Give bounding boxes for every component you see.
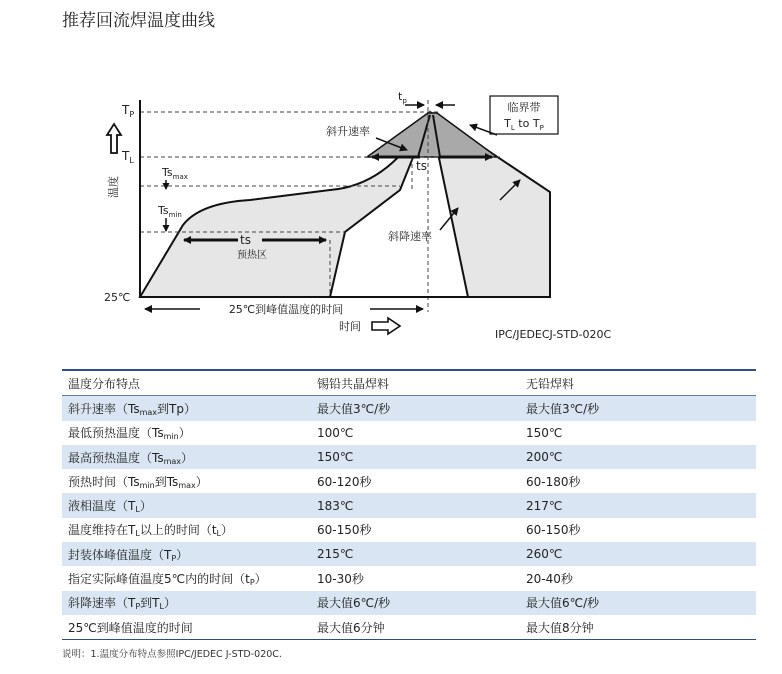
text-part: ） <box>178 426 191 441</box>
time-label: 时间 <box>339 320 361 333</box>
critical-zone <box>367 113 497 157</box>
cell-snpb-value: 最大值6℃/秒 <box>311 591 520 615</box>
preheat-label: 预热区 <box>237 250 267 261</box>
subscript: L <box>135 505 140 515</box>
subscript: P <box>249 578 255 588</box>
cell-pbfree-value: 最大值8分钟 <box>520 615 756 640</box>
cell-profile-feature <box>62 615 311 640</box>
subscript: min <box>139 480 155 490</box>
right-arrow-icon <box>372 318 400 334</box>
cell-snpb-value: 最大值3℃/秒 <box>311 396 520 421</box>
tsmax-label: $Ts_{max}$ <box>162 166 188 181</box>
ramp-down-label: 斜降速率 <box>388 230 432 243</box>
subscript: P <box>171 553 177 563</box>
cell-snpb-value: 60-120秒 <box>311 469 520 493</box>
text-part: ） <box>139 499 152 514</box>
tl-label: $T_L$ <box>122 149 134 165</box>
page-title: 推荐回流焊温度曲线 <box>62 11 215 31</box>
cell-pbfree-value: 150℃ <box>520 421 756 445</box>
header-snpb-solder: 锡铅共晶焊料 <box>311 370 520 396</box>
table-row <box>62 493 756 517</box>
table-row <box>62 421 756 445</box>
cell-snpb-value: 10-30秒 <box>311 566 520 590</box>
cell-pbfree-value: 60-180秒 <box>520 469 756 493</box>
text-part: 25℃到峰值温度的时间 <box>68 620 193 635</box>
cell-snpb-value: 150℃ <box>311 445 520 469</box>
table-row <box>62 615 756 640</box>
reflow-spec-table <box>62 369 756 640</box>
subscript: max <box>178 480 196 490</box>
text-part: 以上的时间（t <box>139 523 217 538</box>
cell-profile-feature <box>62 445 311 469</box>
text-part: 温度维持在T <box>68 523 136 538</box>
subscript: max <box>163 456 182 466</box>
subscript: max <box>139 407 158 417</box>
text-part: 到Ts <box>154 474 179 489</box>
text-part: 最低预热温度（Ts <box>68 426 164 441</box>
up-arrow-icon <box>107 124 121 153</box>
subscript: L <box>135 529 140 539</box>
table-row <box>62 396 756 421</box>
text-part: 斜升速率（Ts <box>68 401 140 416</box>
text-part: ） <box>195 474 208 489</box>
cell-profile-feature <box>62 591 311 615</box>
cell-snpb-value: 183℃ <box>311 493 520 517</box>
text-part: 到T <box>140 596 160 611</box>
table-header-row <box>62 370 756 396</box>
cell-profile-feature <box>62 566 311 590</box>
t25-label: 25℃ <box>104 291 131 304</box>
cell-snpb-value: 60-150秒 <box>311 518 520 542</box>
tsmin-label: $Ts_{min}$ <box>158 204 182 219</box>
text-part: ） <box>254 572 267 587</box>
table-row <box>62 542 756 566</box>
ramp-up-label: 斜升速率 <box>326 125 370 138</box>
table-row <box>62 445 756 469</box>
spec-table-container <box>62 369 738 640</box>
table-row <box>62 591 756 615</box>
text-part: ） <box>176 547 189 562</box>
text-part: ） <box>163 596 176 611</box>
subscript: L <box>216 529 221 539</box>
cell-pbfree-value: 最大值3℃/秒 <box>520 396 756 421</box>
cell-pbfree-value: 最大值6℃/秒 <box>520 591 756 615</box>
ts-preheat-label: ts <box>240 233 251 247</box>
cell-profile-feature <box>62 493 311 517</box>
text-part: 到Tp） <box>157 401 196 416</box>
y-axis-label: 温度 <box>107 176 120 198</box>
cell-profile-feature <box>62 518 311 542</box>
cell-pbfree-value: 260℃ <box>520 542 756 566</box>
time-to-peak-label: 25℃到峰值温度的时间 <box>228 303 344 316</box>
text-part: 最高预热温度（Ts <box>68 450 164 465</box>
cell-profile-feature <box>62 396 311 421</box>
cell-profile-feature <box>62 469 311 493</box>
text-part: 预热时间（Ts <box>68 474 140 489</box>
cell-snpb-value: 100℃ <box>311 421 520 445</box>
text-part: 斜降速率（T <box>68 596 136 611</box>
subscript: min <box>163 432 179 442</box>
cell-pbfree-value: 60-150秒 <box>520 518 756 542</box>
standard-label: IPC/JEDECJ-STD-020C <box>495 328 612 341</box>
text-part: ） <box>221 523 234 538</box>
table-row <box>62 469 756 493</box>
cell-profile-feature <box>62 542 311 566</box>
cell-snpb-value: 215℃ <box>311 542 520 566</box>
cell-pbfree-value: 20-40秒 <box>520 566 756 590</box>
critical-zone-range: $T_L$ to $T_P$ <box>504 117 544 132</box>
text-part: 封装体峰值温度（T <box>68 547 172 562</box>
cell-profile-feature <box>62 421 311 445</box>
subscript: L <box>159 602 164 612</box>
footnote: 说明：1.温度分布特点参照IPC/JEDEC J-STD-020C. <box>62 649 282 660</box>
text-part: 液相温度（T <box>68 499 136 514</box>
ts-upper-label: ts <box>416 159 427 173</box>
text-part: ） <box>181 450 194 465</box>
table-row <box>62 566 756 590</box>
tp-label: $T_P$ <box>122 103 135 119</box>
cell-pbfree-value: 217℃ <box>520 493 756 517</box>
tp-time-label: $t_p$ <box>398 90 407 105</box>
header-profile-feature: 温度分布特点 <box>62 370 311 396</box>
table-row <box>62 518 756 542</box>
cell-snpb-value: 最大值6分钟 <box>311 615 520 640</box>
cell-pbfree-value: 200℃ <box>520 445 756 469</box>
critical-zone-title: 临界带 <box>507 101 541 114</box>
subscript: P <box>135 602 141 612</box>
header-pbfree-solder: 无铅焊料 <box>520 370 756 396</box>
text-part: 指定实际峰值温度5℃内的时间（t <box>68 572 250 587</box>
